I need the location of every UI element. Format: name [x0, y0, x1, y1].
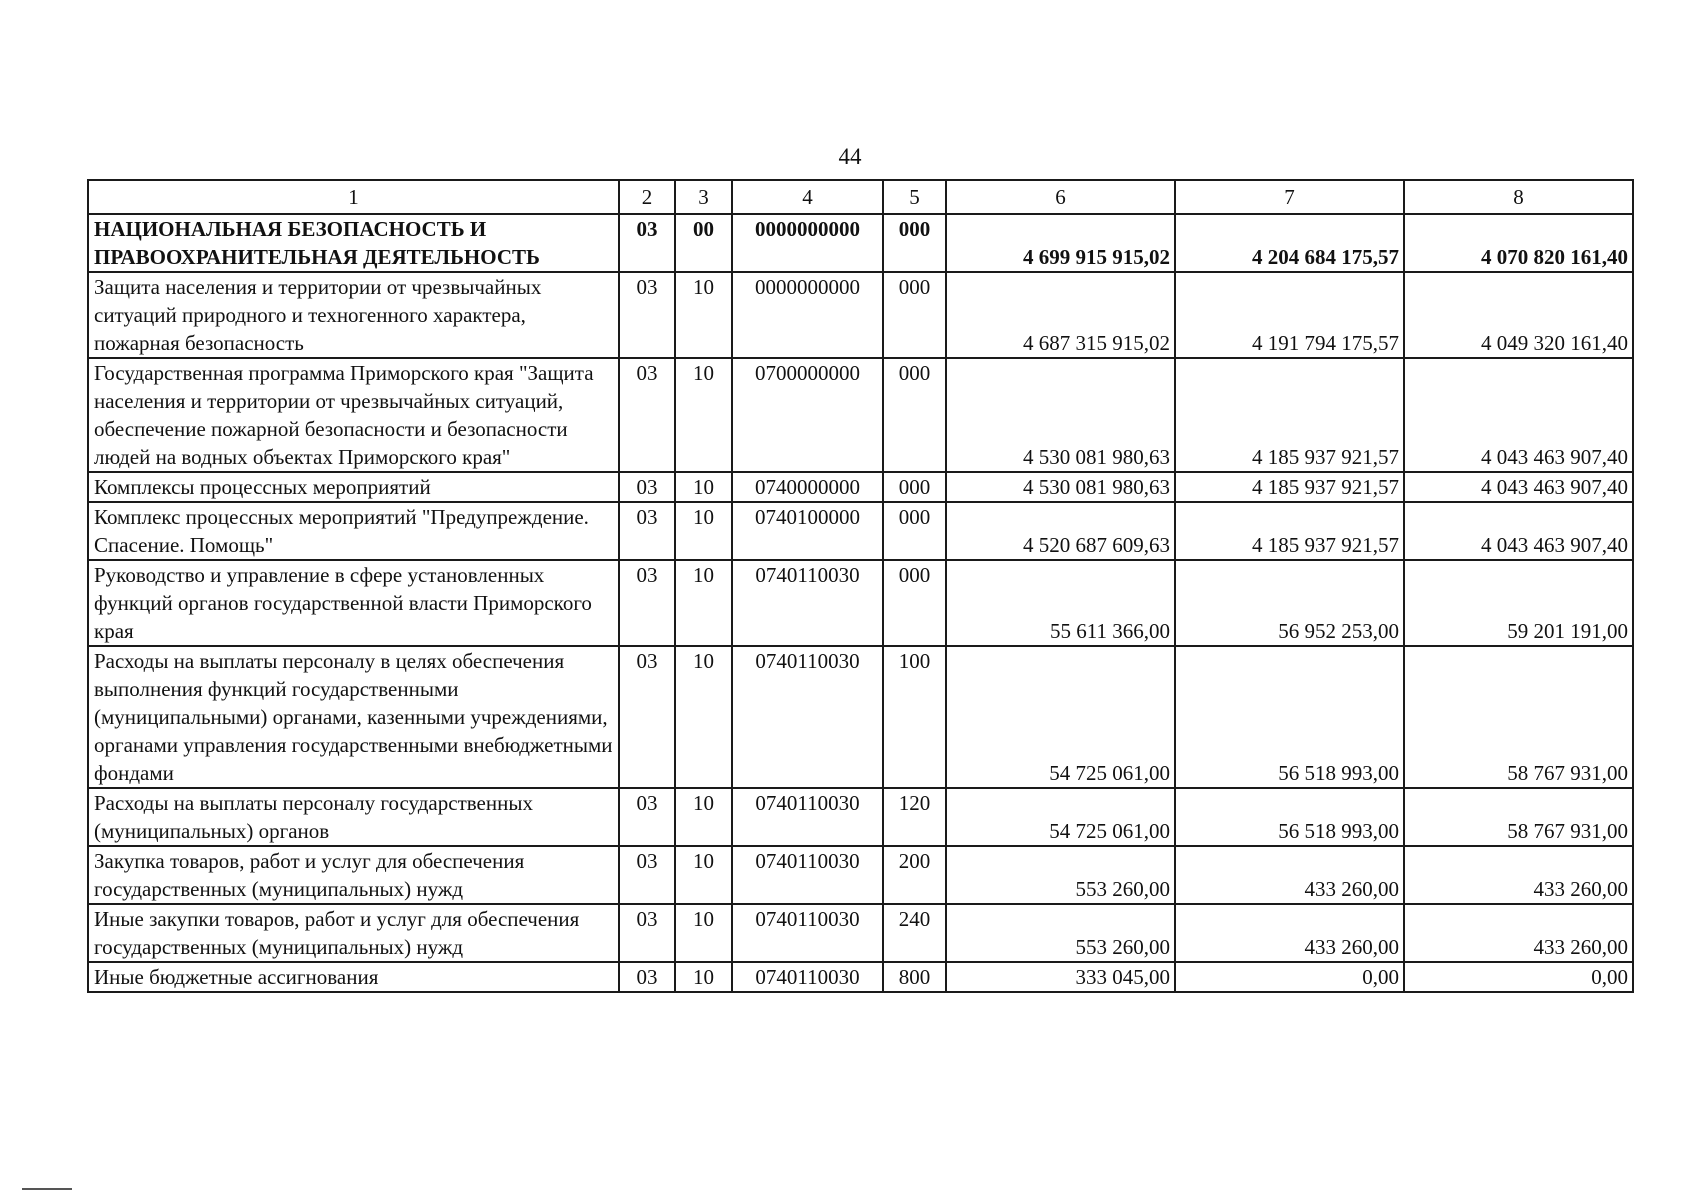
amount-column-8: 58 767 931,00 — [1404, 788, 1633, 846]
subsection-code: 10 — [675, 846, 732, 904]
column-number-header: 5 — [883, 180, 946, 214]
amount-column-8: 59 201 191,00 — [1404, 560, 1633, 646]
section-code: 03 — [619, 846, 675, 904]
table-row — [88, 358, 1633, 472]
amount-column-6: 333 045,00 — [946, 962, 1175, 992]
subsection-code: 10 — [675, 962, 732, 992]
section-code: 03 — [619, 272, 675, 358]
target-article-code: 0700000000 — [732, 358, 883, 472]
column-number-header: 7 — [1175, 180, 1404, 214]
subsection-code: 10 — [675, 502, 732, 560]
amount-column-7: 4 191 794 175,57 — [1175, 272, 1404, 358]
amount-column-7: 4 185 937 921,57 — [1175, 358, 1404, 472]
amount-column-8: 433 260,00 — [1404, 846, 1633, 904]
amount-column-7: 4 185 937 921,57 — [1175, 472, 1404, 502]
amount-column-6: 553 260,00 — [946, 846, 1175, 904]
section-code: 03 — [619, 788, 675, 846]
target-article-code: 0740110030 — [732, 904, 883, 962]
section-code: 03 — [619, 646, 675, 788]
amount-column-7: 56 952 253,00 — [1175, 560, 1404, 646]
table-row — [88, 904, 1633, 962]
amount-column-6: 4 530 081 980,63 — [946, 358, 1175, 472]
section-code: 03 — [619, 358, 675, 472]
expense-type-code: 800 — [883, 962, 946, 992]
expense-type-code: 000 — [883, 214, 946, 272]
column-number-header: 4 — [732, 180, 883, 214]
budget-item-name: Расходы на выплаты персоналу государственных (муниципальных) органов — [88, 788, 619, 846]
subsection-code: 10 — [675, 788, 732, 846]
subsection-code: 10 — [675, 904, 732, 962]
amount-column-8: 4 043 463 907,40 — [1404, 358, 1633, 472]
table-row — [88, 214, 1633, 272]
target-article-code: 0000000000 — [732, 272, 883, 358]
amount-column-8: 4 070 820 161,40 — [1404, 214, 1633, 272]
amount-column-7: 4 185 937 921,57 — [1175, 502, 1404, 560]
amount-column-6: 4 687 315 915,02 — [946, 272, 1175, 358]
expense-type-code: 000 — [883, 472, 946, 502]
target-article-code: 0740110030 — [732, 560, 883, 646]
section-code: 03 — [619, 560, 675, 646]
amount-column-8: 0,00 — [1404, 962, 1633, 992]
table-row — [88, 962, 1633, 992]
subsection-code: 10 — [675, 646, 732, 788]
amount-column-7: 433 260,00 — [1175, 846, 1404, 904]
amount-column-8: 4 049 320 161,40 — [1404, 272, 1633, 358]
amount-column-7: 433 260,00 — [1175, 904, 1404, 962]
section-code: 03 — [619, 904, 675, 962]
amount-column-8: 4 043 463 907,40 — [1404, 502, 1633, 560]
amount-column-6: 54 725 061,00 — [946, 646, 1175, 788]
budget-item-name: Защита населения и территории от чрезвычайных ситуаций природного и техногенного характера, пожарная безопасность — [88, 272, 619, 358]
budget-item-name: Руководство и управление в сфере установленных функций органов государственной власти Приморского края — [88, 560, 619, 646]
budget-item-name: НАЦИОНАЛЬНАЯ БЕЗОПАСНОСТЬ И ПРАВООХРАНИТЕЛЬНАЯ ДЕЯТЕЛЬНОСТЬ — [88, 214, 619, 272]
target-article-code: 0740110030 — [732, 646, 883, 788]
table-header-row — [88, 180, 1633, 214]
target-article-code: 0740110030 — [732, 788, 883, 846]
subsection-code: 10 — [675, 358, 732, 472]
expense-type-code: 000 — [883, 502, 946, 560]
column-number-header: 2 — [619, 180, 675, 214]
amount-column-6: 553 260,00 — [946, 904, 1175, 962]
budget-item-name: Государственная программа Приморского края "Защита населения и территории от чрезвычайных ситуаций, обеспечение пожарной безопасности и безопасности людей на водных объектах Приморского края" — [88, 358, 619, 472]
budget-item-name: Расходы на выплаты персоналу в целях обеспечения выполнения функций государственными (муниципальными) органами, казенными учреждениями, органами управления государственными внебюджетными фондами — [88, 646, 619, 788]
amount-column-6: 4 699 915 915,02 — [946, 214, 1175, 272]
budget-item-name: Закупка товаров, работ и услуг для обеспечения государственных (муниципальных) нужд — [88, 846, 619, 904]
amount-column-8: 433 260,00 — [1404, 904, 1633, 962]
section-code: 03 — [619, 214, 675, 272]
amount-column-6: 54 725 061,00 — [946, 788, 1175, 846]
table-row — [88, 560, 1633, 646]
target-article-code: 0740100000 — [732, 502, 883, 560]
expense-type-code: 200 — [883, 846, 946, 904]
budget-table — [87, 179, 1634, 993]
table-row — [88, 272, 1633, 358]
amount-column-6: 55 611 366,00 — [946, 560, 1175, 646]
column-number-header: 1 — [88, 180, 619, 214]
expense-type-code: 000 — [883, 272, 946, 358]
expense-type-code: 240 — [883, 904, 946, 962]
target-article-code: 0000000000 — [732, 214, 883, 272]
target-article-code: 0740000000 — [732, 472, 883, 502]
column-number-header: 3 — [675, 180, 732, 214]
budget-item-name: Комплекс процессных мероприятий "Предупреждение. Спасение. Помощь" — [88, 502, 619, 560]
expense-type-code: 120 — [883, 788, 946, 846]
expense-type-code: 000 — [883, 358, 946, 472]
amount-column-8: 4 043 463 907,40 — [1404, 472, 1633, 502]
amount-column-7: 56 518 993,00 — [1175, 646, 1404, 788]
footer-rule — [22, 1188, 72, 1190]
page-number: 44 — [838, 144, 862, 169]
table-row — [88, 646, 1633, 788]
amount-column-6: 4 520 687 609,63 — [946, 502, 1175, 560]
amount-column-7: 4 204 684 175,57 — [1175, 214, 1404, 272]
table-row — [88, 472, 1633, 502]
section-code: 03 — [619, 962, 675, 992]
subsection-code: 00 — [675, 214, 732, 272]
subsection-code: 10 — [675, 560, 732, 646]
amount-column-6: 4 530 081 980,63 — [946, 472, 1175, 502]
budget-item-name: Иные бюджетные ассигнования — [88, 962, 619, 992]
section-code: 03 — [619, 502, 675, 560]
budget-item-name: Иные закупки товаров, работ и услуг для обеспечения государственных (муниципальных) нужд — [88, 904, 619, 962]
amount-column-8: 58 767 931,00 — [1404, 646, 1633, 788]
section-code: 03 — [619, 472, 675, 502]
subsection-code: 10 — [675, 272, 732, 358]
expense-type-code: 000 — [883, 560, 946, 646]
target-article-code: 0740110030 — [732, 846, 883, 904]
table-row — [88, 846, 1633, 904]
table-row — [88, 788, 1633, 846]
target-article-code: 0740110030 — [732, 962, 883, 992]
amount-column-7: 0,00 — [1175, 962, 1404, 992]
amount-column-7: 56 518 993,00 — [1175, 788, 1404, 846]
column-number-header: 6 — [946, 180, 1175, 214]
budget-item-name: Комплексы процессных мероприятий — [88, 472, 619, 502]
expense-type-code: 100 — [883, 646, 946, 788]
subsection-code: 10 — [675, 472, 732, 502]
column-number-header: 8 — [1404, 180, 1633, 214]
table-row — [88, 502, 1633, 560]
